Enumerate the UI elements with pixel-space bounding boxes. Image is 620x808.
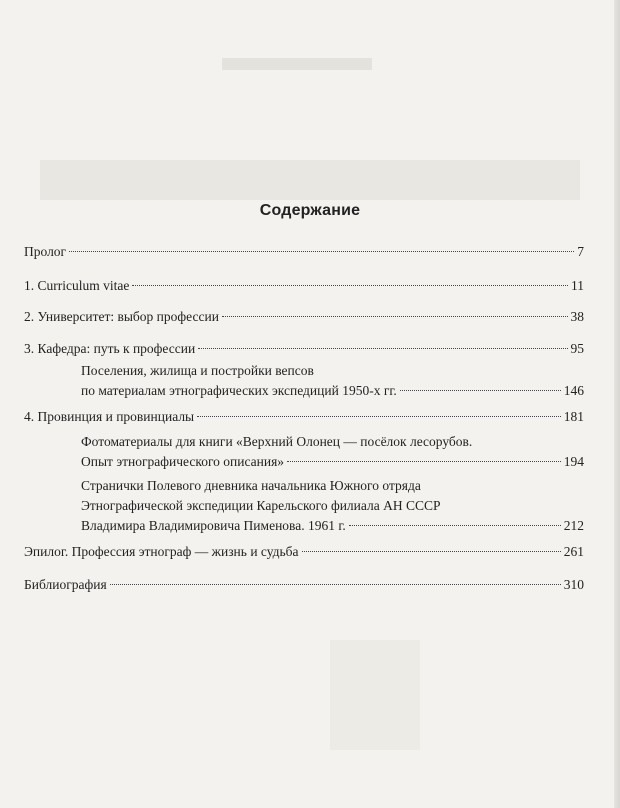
toc-entry-bibliography [24, 575, 584, 595]
toc-entry-title: Владимира Владимировича Пименова. 1961 г. [81, 518, 346, 533]
toc-page-number: 310 [563, 577, 584, 592]
toc-page-number: 146 [563, 383, 584, 398]
toc-page-number: 95 [570, 341, 584, 356]
show-through-author [222, 58, 372, 70]
toc-entry-field-diary [81, 476, 584, 536]
toc-entry-title-line: Поселения, жилища и постройки вепсов [81, 363, 314, 378]
dot-leader [69, 251, 574, 252]
toc-page-number: 11 [571, 278, 584, 293]
toc-entry-university [24, 307, 584, 327]
toc-entry-photo-materials [81, 432, 584, 472]
dot-leader [110, 584, 561, 585]
toc-entry-curriculum-vitae [24, 276, 584, 296]
toc-page-number: 212 [563, 518, 584, 533]
toc-entry-department [24, 339, 584, 359]
toc-entry-title-line: Этнографической экспедиции Карельского филиала АН СССР [81, 498, 441, 513]
toc-entry-title: 3. Кафедра: путь к профессии [24, 341, 196, 356]
dot-leader [302, 551, 561, 552]
dot-leader [222, 316, 568, 317]
toc-entry-title: по материалам этнографических экспедиций 1950-х гг. [81, 383, 397, 398]
toc-entry-province [24, 407, 584, 427]
toc-entry-title-line: Странички Полевого дневника начальника Южного отряда [81, 478, 421, 493]
toc-entry-title: Опыт этнографического описания» [81, 454, 285, 469]
toc-entry-title: 2. Университет: выбор профессии [24, 309, 219, 324]
show-through-title [40, 160, 580, 200]
dot-leader [198, 348, 567, 349]
page-edge-shadow [614, 0, 620, 808]
dot-leader [287, 461, 561, 462]
dot-leader [400, 390, 561, 391]
toc-entry-title-line: Фотоматериалы для книги «Верхний Олонец — посёлок лесорубов. [81, 434, 473, 449]
toc-entry-title: 1. Curriculum vitae [24, 278, 130, 293]
toc-entry-epilogue [24, 542, 584, 562]
toc-entry-title: Библиография [24, 577, 107, 592]
toc-entry-veps-settlements [81, 361, 584, 401]
show-through-imprint [330, 640, 420, 750]
toc-page-number: 38 [570, 309, 584, 324]
toc-page-number: 194 [563, 454, 584, 469]
toc-entry-title: 4. Провинция и провинциалы [24, 409, 195, 424]
toc-entry-prologue [24, 242, 584, 262]
dot-leader [349, 525, 561, 526]
toc-page-number: 261 [563, 544, 584, 559]
dot-leader [197, 416, 561, 417]
toc-page-number: 181 [563, 409, 584, 424]
toc-heading: Содержание [259, 202, 361, 219]
toc-entry-title: Пролог [24, 244, 67, 259]
toc-page-number: 7 [577, 244, 584, 259]
dot-leader [132, 285, 568, 286]
toc-entry-title: Эпилог. Профессия этнограф — жизнь и судьба [24, 544, 299, 559]
